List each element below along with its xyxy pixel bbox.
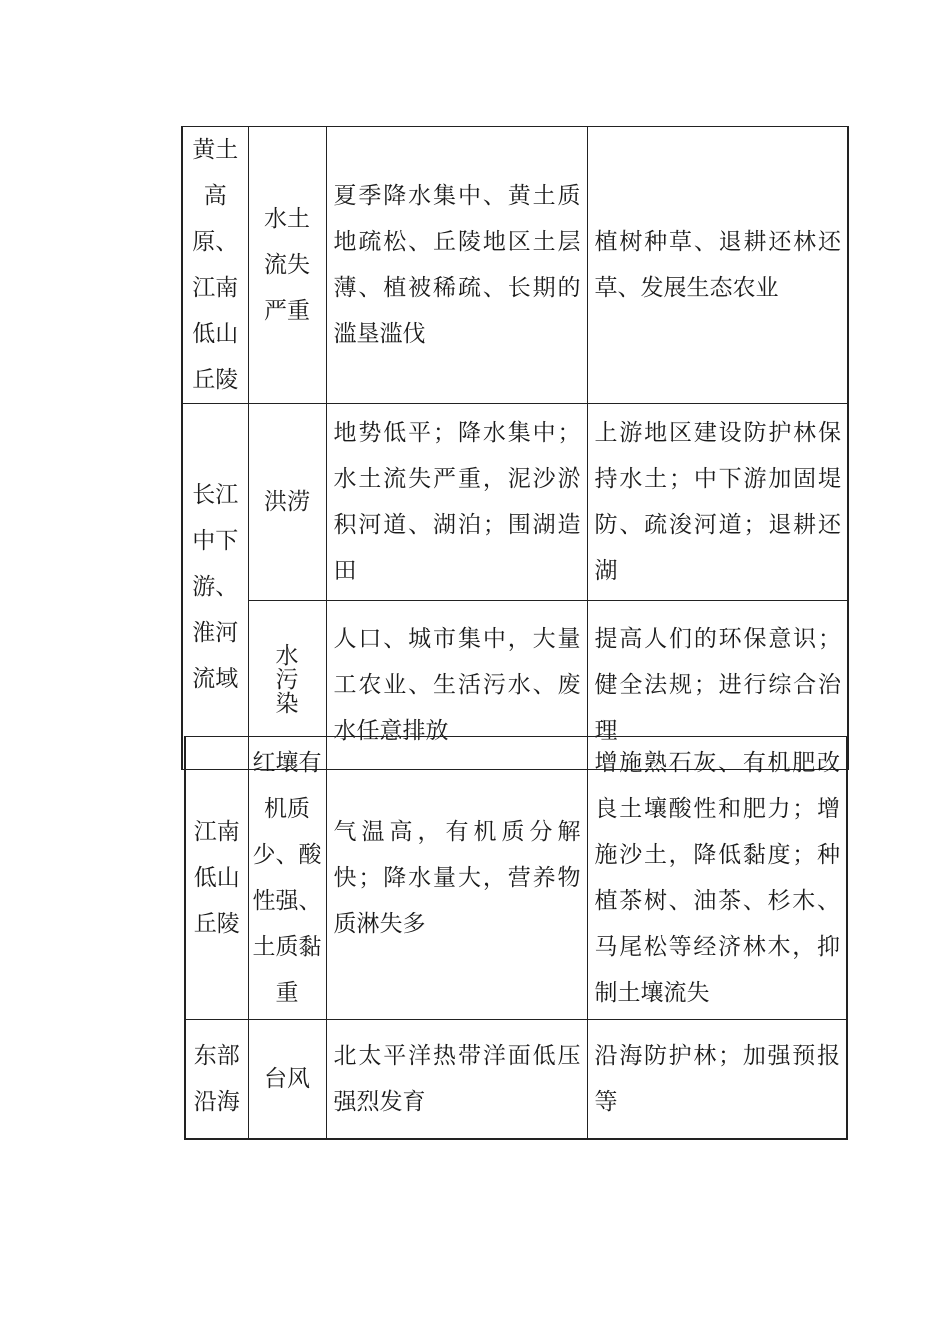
measure-cell: 沿海防护林；加强预报等 bbox=[587, 1020, 847, 1140]
region-cell: 东部沿海 bbox=[185, 1020, 248, 1140]
measure-cell: 增施熟石灰、有机肥改良土壤酸性和肥力；增施沙土，降低黏度；种植茶树、油茶、杉木、马尾松等经济林木，抑制土壤流失 bbox=[587, 737, 847, 1020]
cause-cell: 夏季降水集中、黄土质地疏松、丘陵地区土层薄、植被稀疏、长期的滥垦滥伐 bbox=[326, 127, 587, 404]
cause-cell: 地势低平；降水集中；水土流失严重，泥沙淤积河道、湖泊；围湖造田 bbox=[326, 404, 587, 601]
problem-cell: 洪涝 bbox=[248, 404, 326, 601]
table-row bbox=[185, 1020, 847, 1140]
problem-cell: 水土流失严重 bbox=[248, 127, 326, 404]
table-row bbox=[182, 404, 848, 601]
environment-table-top bbox=[181, 126, 849, 770]
region-cell: 江南低山丘陵 bbox=[185, 737, 248, 1020]
problem-cell: 水污染 bbox=[248, 601, 326, 770]
measure-cell: 上游地区建设防护林保持水土；中下游加固堤防、疏浚河道；退耕还湖 bbox=[587, 404, 848, 601]
environment-table-bottom bbox=[184, 736, 848, 1140]
table-row bbox=[185, 737, 847, 1020]
table-row bbox=[182, 127, 848, 404]
cause-cell: 气温高，有机质分解快；降水量大，营养物质淋失多 bbox=[326, 737, 587, 1020]
cause-cell: 北太平洋热带洋面低压强烈发育 bbox=[326, 1020, 587, 1140]
problem-cell: 台风 bbox=[248, 1020, 326, 1140]
problem-cell: 红壤有机质少、酸性强、土质黏重 bbox=[248, 737, 326, 1020]
measure-cell: 提高人们的环保意识；健全法规；进行综合治理 bbox=[587, 601, 848, 770]
measure-cell: 植树种草、退耕还林还草、发展生态农业 bbox=[587, 127, 848, 404]
region-cell: 黄土高原、江南低山丘陵 bbox=[182, 127, 248, 404]
region-cell: 长江中下游、淮河流域 bbox=[182, 404, 248, 770]
cause-cell: 人口、城市集中，大量工农业、生活污水、废水任意排放 bbox=[326, 601, 587, 770]
